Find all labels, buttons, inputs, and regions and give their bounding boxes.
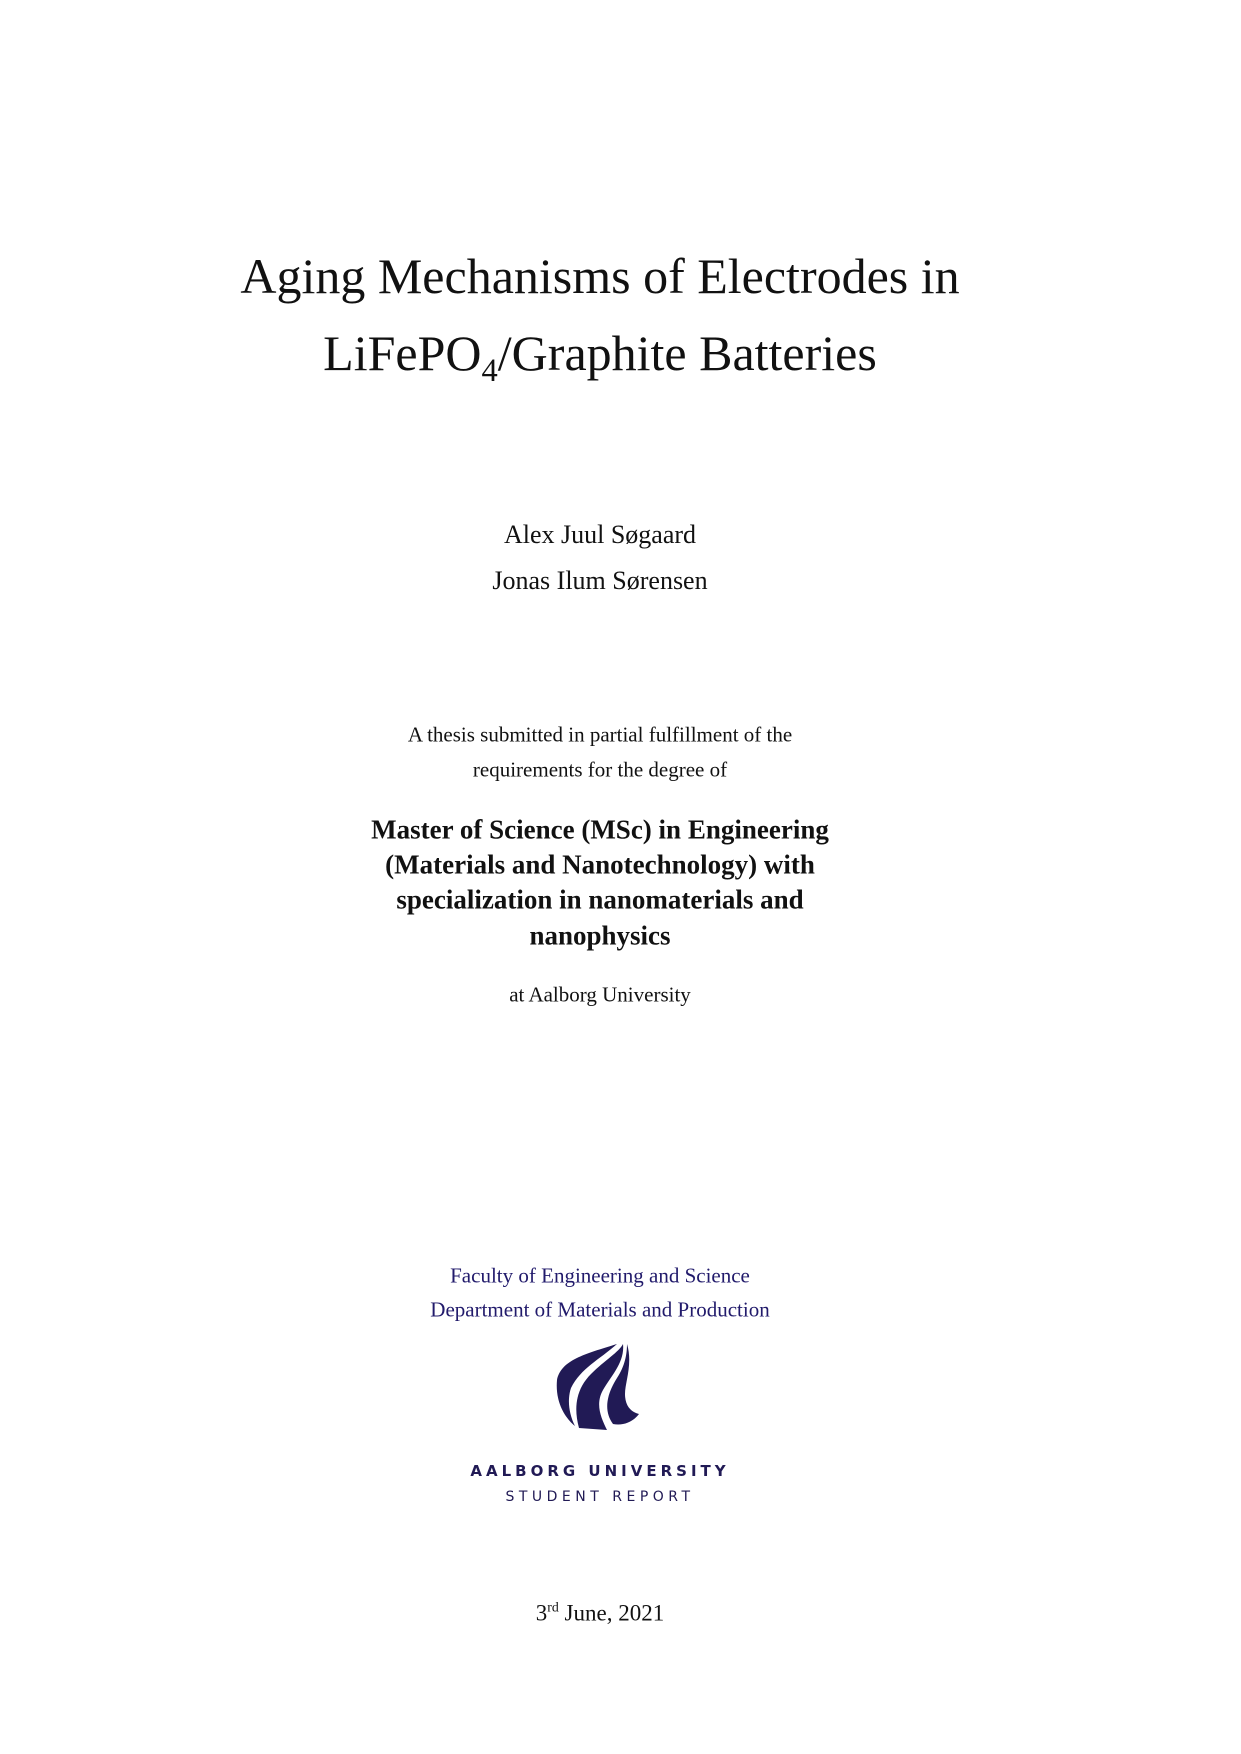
- logo-name: AALBORG UNIVERSITY: [470, 1462, 730, 1480]
- title-subscript: 4: [481, 353, 498, 390]
- degree-line-2: (Materials and Nanotechnology) with: [385, 849, 815, 880]
- title-suffix: /Graphite Batteries: [497, 325, 877, 381]
- submission-line-1: A thesis submitted in partial fulfillment of the: [407, 722, 793, 747]
- department: Department of Materials and Production: [430, 1297, 770, 1322]
- degree-line-1: Master of Science (MSc) in Engineering: [371, 814, 829, 845]
- logo-tagline: STUDENT REPORT: [505, 1489, 695, 1505]
- degree-line-4: nanophysics: [529, 920, 671, 951]
- date-rest: June, 2021: [558, 1600, 665, 1626]
- author-1: Alex Juul Søgaard: [503, 520, 697, 549]
- degree-line-3: specialization in nanomaterials and: [396, 884, 804, 915]
- faculty: Faculty of Engineering and Science: [450, 1263, 750, 1288]
- author-2: Jonas Ilum Sørensen: [492, 566, 708, 595]
- date: [536, 1600, 664, 1627]
- date-suffix: rd: [547, 1599, 559, 1615]
- title-line-1: Aging Mechanisms of Electrodes in: [240, 248, 960, 304]
- institution-line: at Aalborg University: [509, 982, 691, 1007]
- aau-logo-icon: [555, 1342, 645, 1438]
- title-line-2: [323, 324, 877, 390]
- date-day: 3: [535, 1600, 548, 1626]
- submission-line-2: requirements for the degree of: [472, 757, 728, 782]
- title-formula: LiFePO: [323, 325, 482, 381]
